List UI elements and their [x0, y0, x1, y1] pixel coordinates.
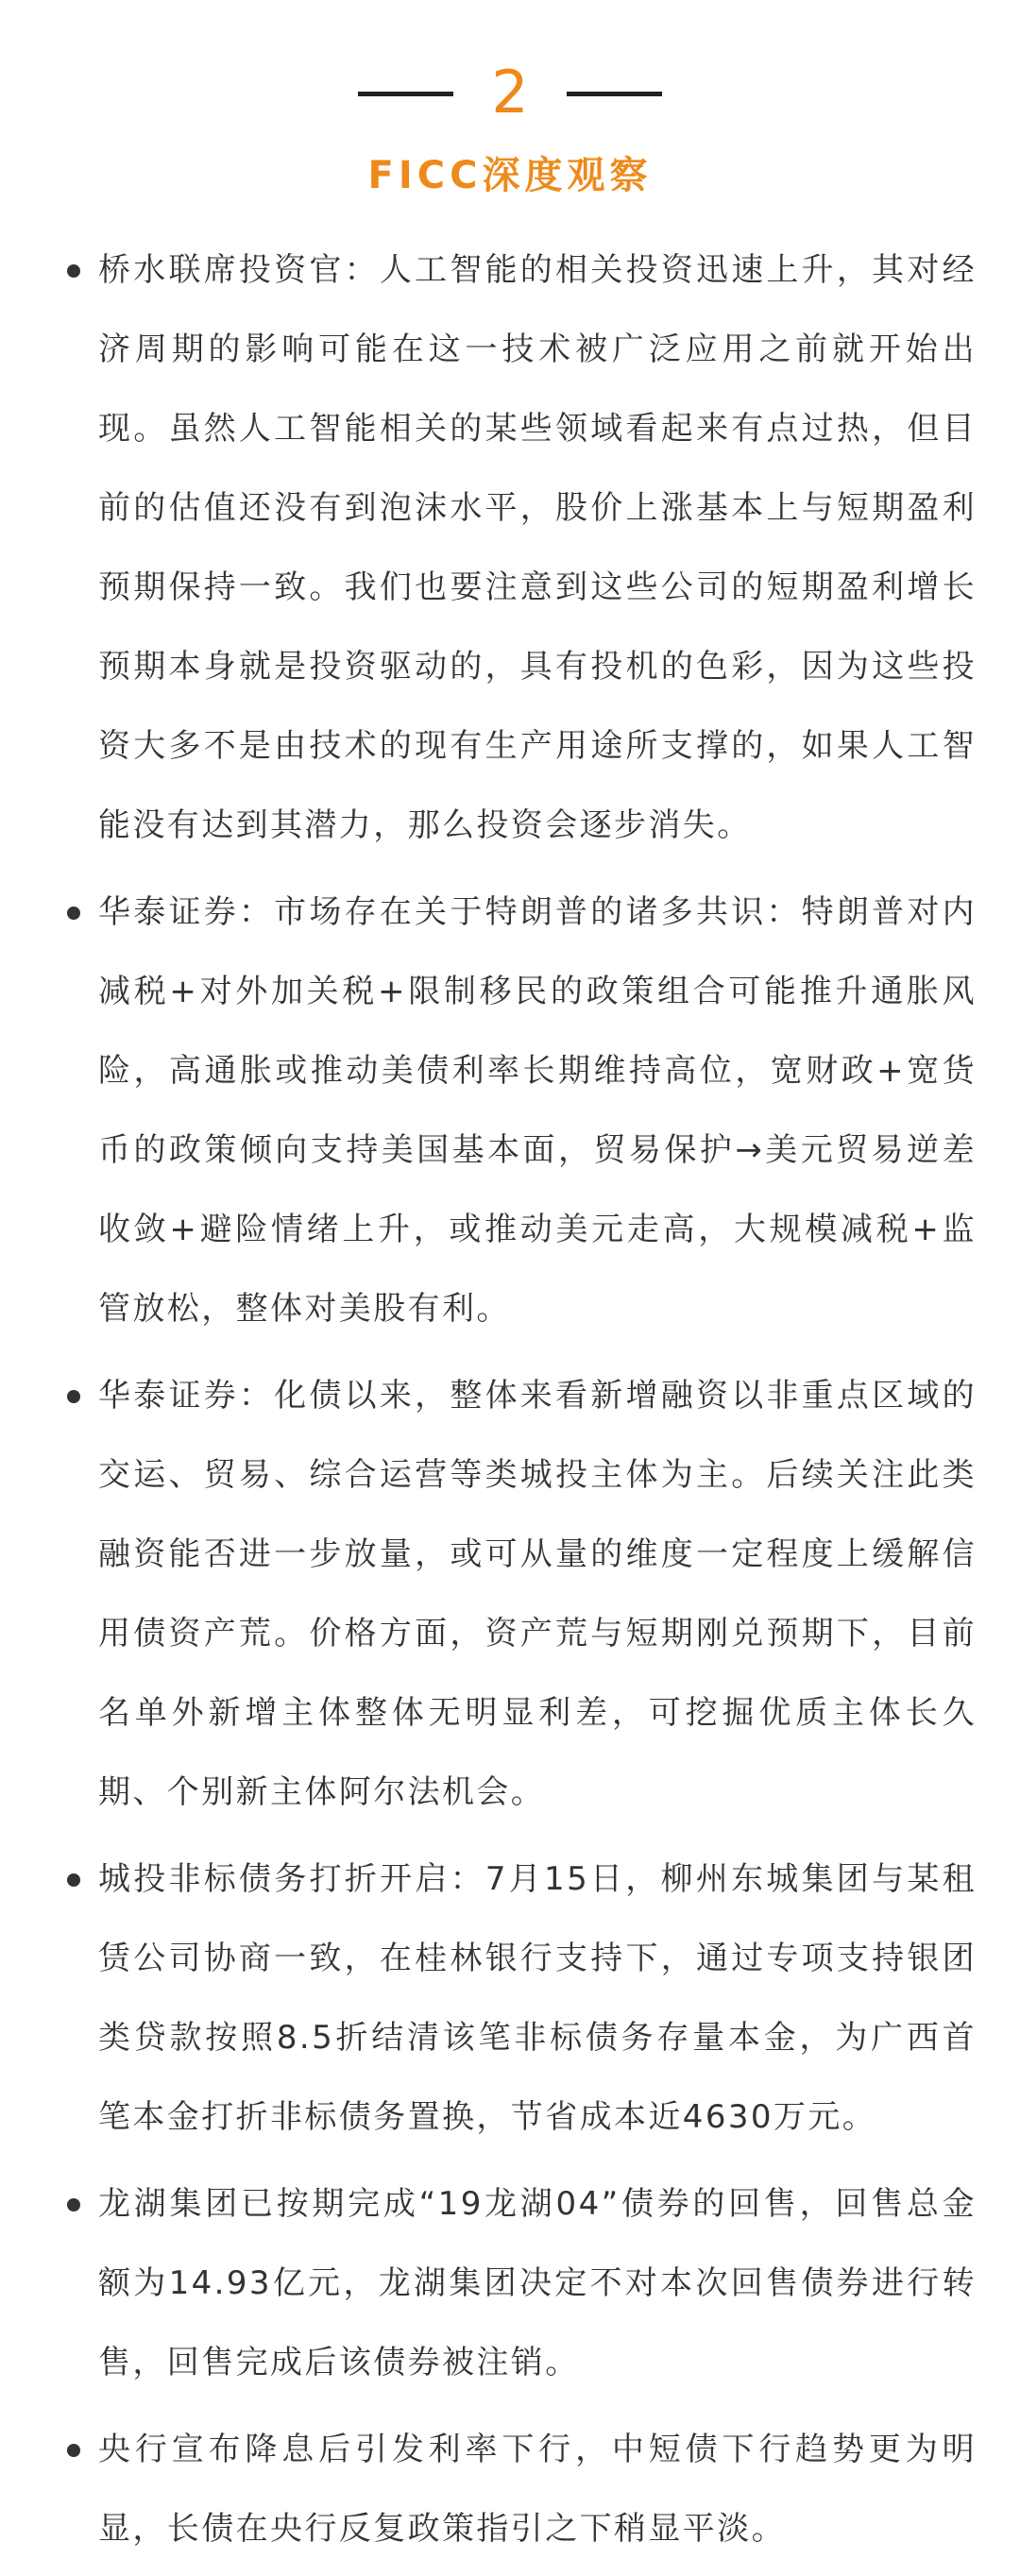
- bullet-item-bridgewater: [0, 230, 1020, 865]
- section-title: FICC深度观察: [367, 154, 653, 197]
- bullet-item-huatai-debt: [0, 1356, 1020, 1832]
- bullet-dot: [67, 2444, 80, 2457]
- bullet-text: 桥水联席投资官：人工智能的相关投资迅速上升，其对经济周期的影响可能在这一技术被广泛应用之前就开始出现。虽然人工智能相关的某些领域看起来有点过热，但目前的估值还没有到泡沫水平，股价上涨基本上与短期盈利预期保持一致。我们也要注意到这些公司的短期盈利增长预期本身就是投资驱动的，具有投机的色彩，因为这些投资大多不是由技术的现有生产用途所支撑的，如果人工智能没有达到其潜力，那么投资会逐步消失。: [98, 251, 977, 844]
- bullet-text: 华泰证券：化债以来，整体来看新增融资以非重点区域的交运、贸易、综合运营等类城投主体为主。后续关注此类融资能否进一步放量，或可从量的维度一定程度上缓解信用债资产荒。价格方面，资产荒与短期刚兑预期下，目前名单外新增主体整体无明显利差，可挖掘优质主体长久期、个别新主体阿尔法机会。: [98, 1377, 977, 1811]
- bullet-item-huatai-trump: [0, 873, 1020, 1348]
- bullet-item-longfor: [0, 2164, 1020, 2402]
- bullet-dot: [67, 2198, 80, 2212]
- section-number: 2: [491, 58, 529, 127]
- bullet-text: 央行宣布降息后引发利率下行，中短债下行趋势更为明显，长债在央行反复政策指引之下稍显平淡。: [98, 2431, 977, 2548]
- bullet-dot: [67, 1873, 80, 1887]
- bullet-text: 龙湖集团已按期完成“19龙湖04”债券的回售，回售总金额为14.93亿元，龙湖集团决定不对本次回售债券进行转售，回售完成后该债券被注销。: [98, 2185, 977, 2381]
- bullet-dot: [67, 907, 80, 920]
- bullet-dot: [67, 264, 80, 278]
- bullet-list: [0, 230, 1020, 2576]
- bullet-item-pboc: [0, 2410, 1020, 2568]
- bullet-dot: [67, 1390, 80, 1403]
- header-right-rule: [567, 92, 662, 96]
- header-left-rule: [358, 92, 453, 96]
- bullet-item-chengtou: [0, 1839, 1020, 2157]
- section-header: [0, 55, 1020, 130]
- bullet-text: 华泰证券：市场存在关于特朗普的诸多共识：特朗普对内减税+对外加关税+限制移民的政策组合可能推升通胀风险，高通胀或推动美债利率长期维持高位，宽财政+宽货币的政策倾向支持美国基本面，贸易保护→美元贸易逆差收敛+避险情绪上升，或推动美元走高，大规模减税+监管放松，整体对美股有利。: [98, 893, 977, 1328]
- bullet-text: 城投非标债务打折开启：7月15日，柳州东城集团与某租赁公司协商一致，在桂林银行支持下，通过专项支持银团类贷款按照8.5折结清该笔非标债务存量本金，为广西首笔本金打折非标债务置换，节省成本近4630万元。: [98, 1860, 977, 2136]
